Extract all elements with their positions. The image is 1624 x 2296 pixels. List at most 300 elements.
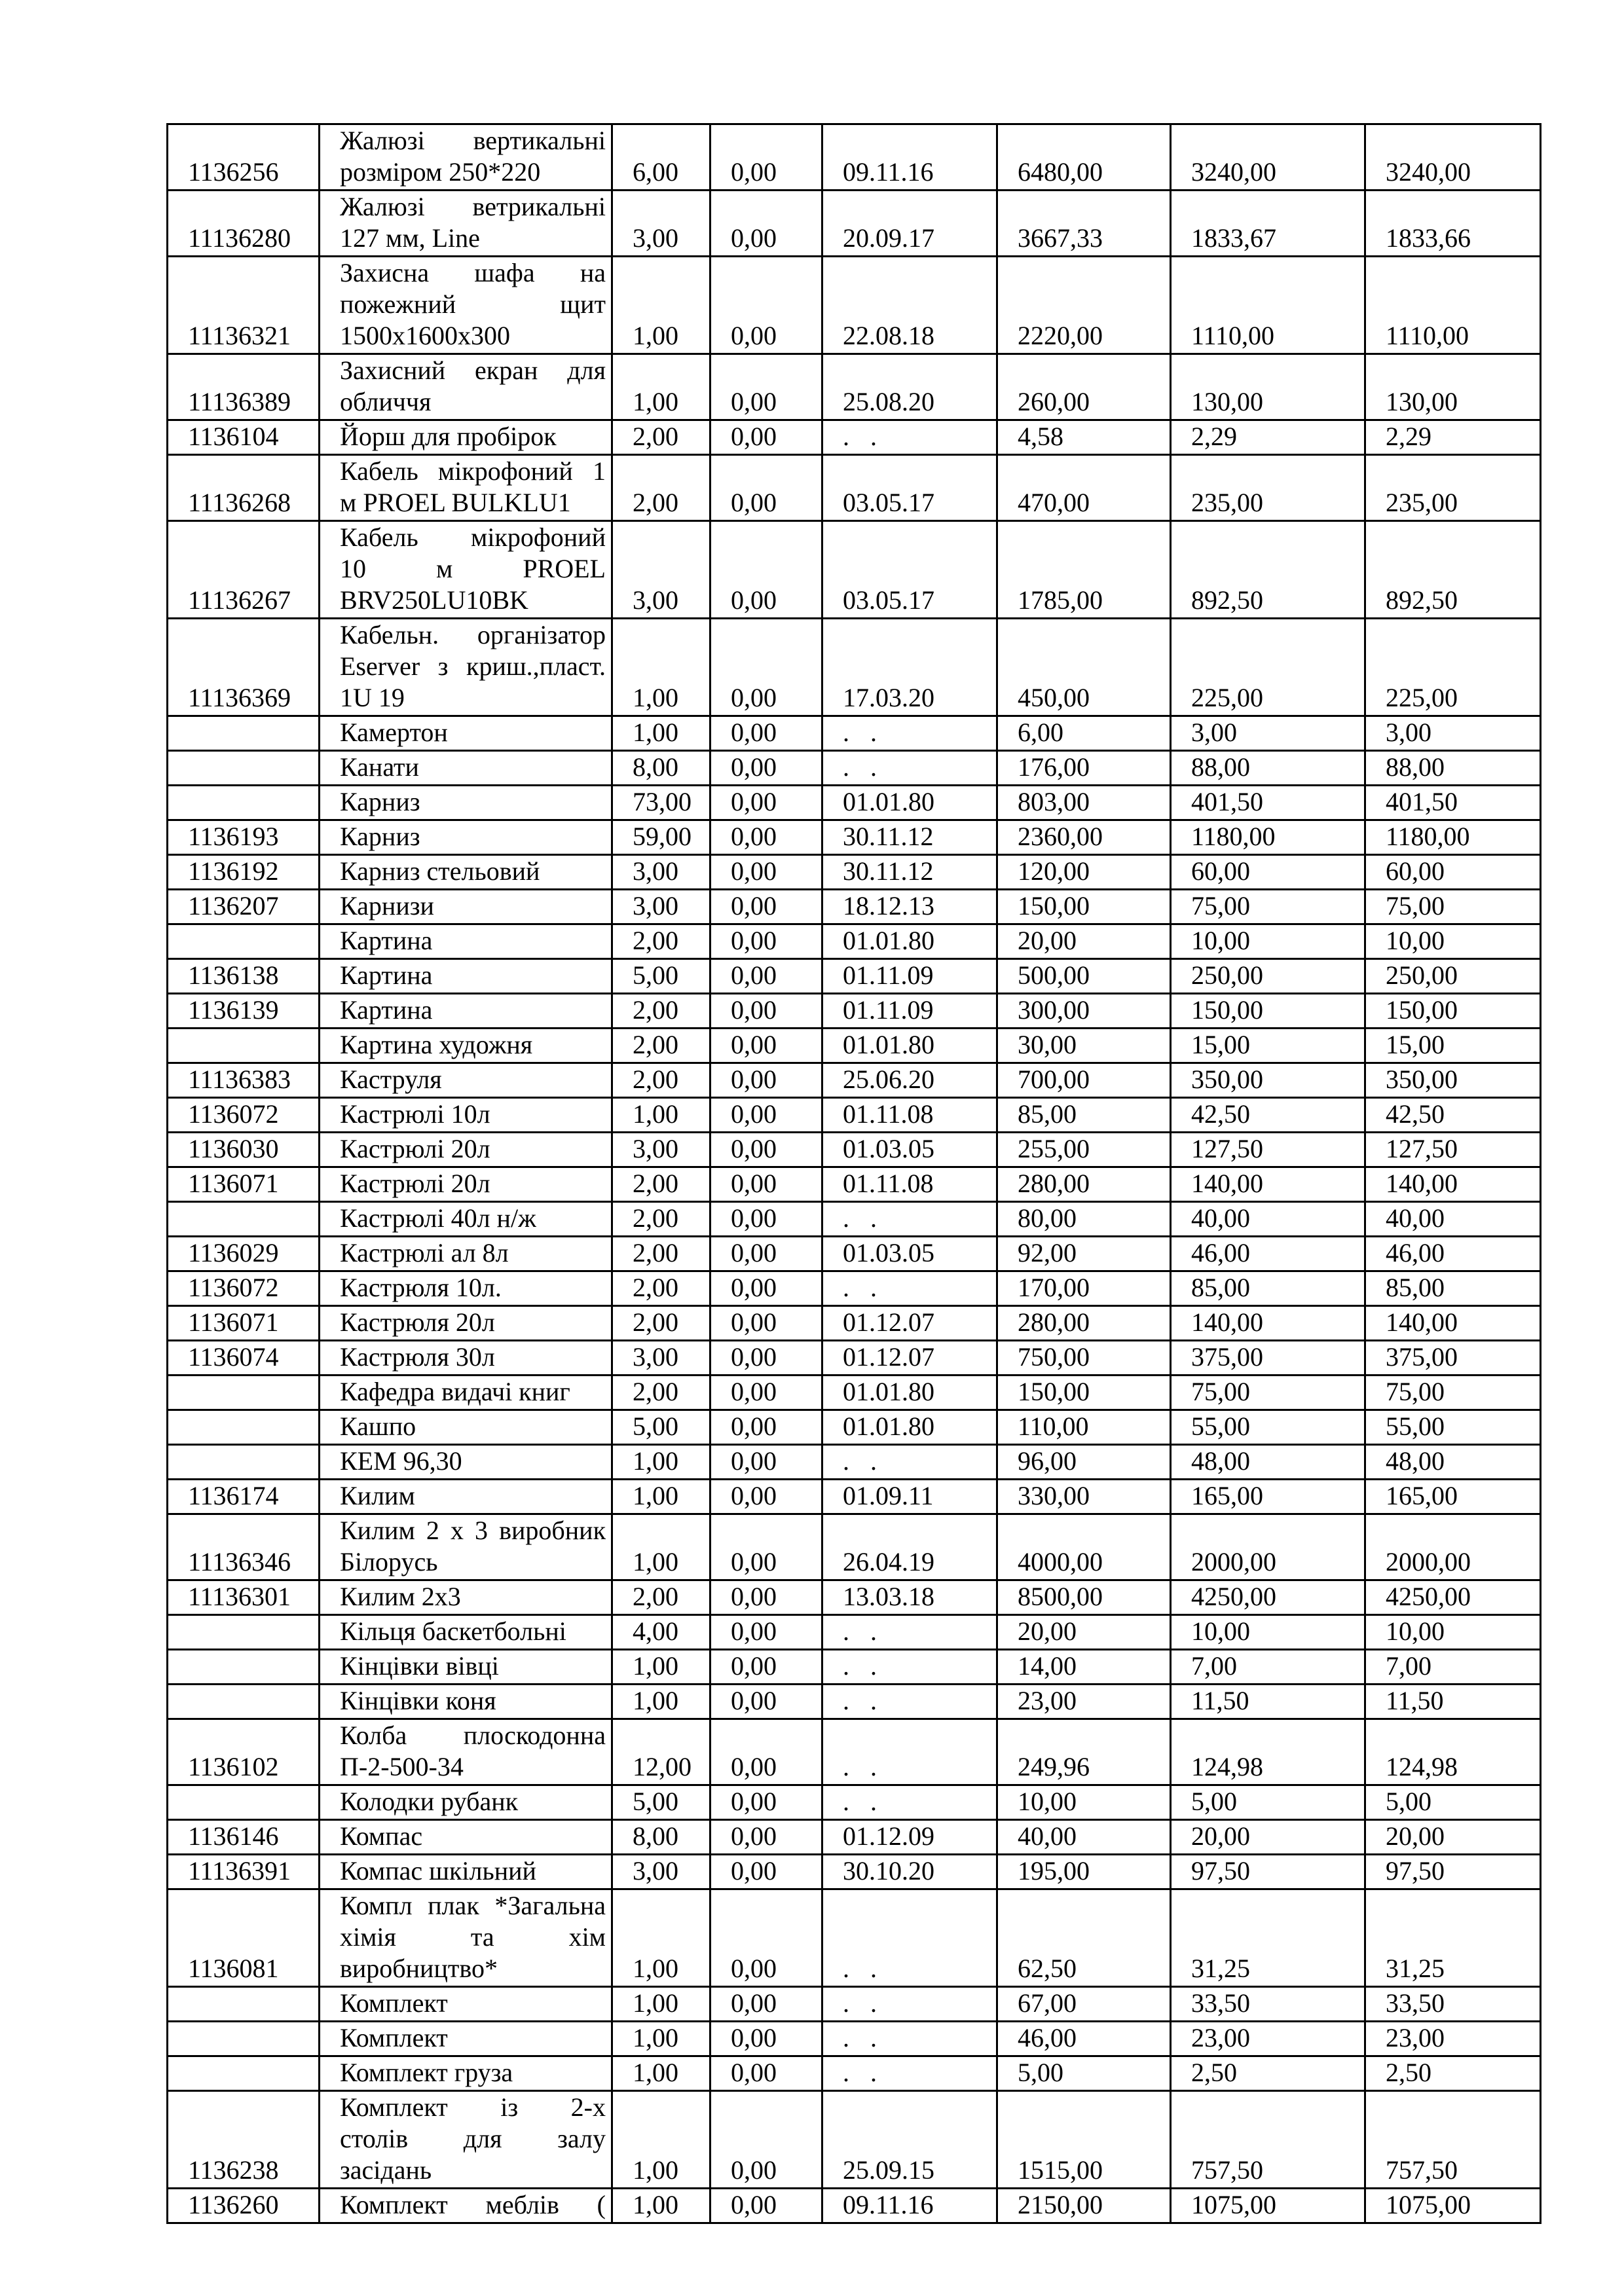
cell-date: . . (822, 1685, 997, 1719)
cell-quantity: 3,00 (612, 1133, 710, 1167)
item-name-line: BRV250LU10BK (340, 585, 528, 615)
cell-zero-value: 0,00 (710, 1098, 822, 1133)
cell-amount-total: 2220,00 (997, 257, 1171, 354)
cell-item-name (320, 1306, 612, 1341)
item-name-line: пожежний щит (340, 289, 606, 319)
cell-quantity: 3,00 (612, 191, 710, 257)
cell-quantity: 1,00 (612, 1445, 710, 1480)
cell-inventory-number (168, 1987, 320, 2022)
cell-zero-value: 0,00 (710, 1202, 822, 1237)
cell-date: . . (822, 751, 997, 786)
cell-amount-residual: 10,00 (1365, 1615, 1541, 1650)
cell-inventory-number: 11136321 (168, 257, 320, 354)
cell-amount-total: 5,00 (997, 2056, 1171, 2091)
cell-amount-total: 195,00 (997, 1855, 1171, 1889)
cell-amount-wear: 3,00 (1171, 716, 1365, 751)
cell-zero-value: 0,00 (710, 1615, 822, 1650)
cell-item-name (320, 521, 612, 619)
cell-quantity: 1,00 (612, 257, 710, 354)
cell-amount-wear: 250,00 (1171, 959, 1365, 994)
cell-zero-value: 0,00 (710, 1445, 822, 1480)
cell-quantity: 3,00 (612, 890, 710, 924)
item-name-line: Кастрюля 30л (340, 1342, 495, 1372)
table-row (168, 455, 1541, 521)
cell-date: 01.09.11 (822, 1480, 997, 1514)
item-name-line: Камертон (340, 718, 448, 747)
cell-inventory-number: 1136104 (168, 420, 320, 455)
cell-amount-wear: 3240,00 (1171, 124, 1365, 191)
cell-amount-residual: 23,00 (1365, 2022, 1541, 2056)
cell-amount-residual: 235,00 (1365, 455, 1541, 521)
cell-zero-value: 0,00 (710, 1306, 822, 1341)
cell-amount-residual: 55,00 (1365, 1410, 1541, 1445)
cell-zero-value: 0,00 (710, 1410, 822, 1445)
cell-zero-value: 0,00 (710, 1987, 822, 2022)
cell-date: . . (822, 2022, 997, 2056)
cell-inventory-number: 1136072 (168, 1271, 320, 1306)
cell-item-name (320, 959, 612, 994)
cell-quantity: 2,00 (612, 455, 710, 521)
table-row (168, 420, 1541, 455)
cell-item-name (320, 619, 612, 716)
item-name-line: Жалюзі ветрикальні (340, 192, 606, 221)
item-name-line: Картина (340, 995, 433, 1025)
cell-amount-wear: 140,00 (1171, 1306, 1365, 1341)
table-row (168, 751, 1541, 786)
cell-quantity: 2,00 (612, 1376, 710, 1410)
cell-amount-total: 120,00 (997, 855, 1171, 890)
cell-item-name (320, 716, 612, 751)
item-name-line: Eserver з криш.,пласт. (340, 651, 606, 681)
cell-amount-total: 8500,00 (997, 1580, 1171, 1615)
cell-amount-total: 2360,00 (997, 820, 1171, 855)
cell-zero-value: 0,00 (710, 2022, 822, 2056)
cell-amount-total: 803,00 (997, 786, 1171, 820)
cell-amount-wear: 5,00 (1171, 1785, 1365, 1820)
cell-amount-residual: 7,00 (1365, 1650, 1541, 1685)
cell-zero-value: 0,00 (710, 1480, 822, 1514)
cell-amount-residual: 2,29 (1365, 420, 1541, 455)
cell-amount-total: 40,00 (997, 1820, 1171, 1855)
cell-quantity: 8,00 (612, 751, 710, 786)
cell-date: 01.03.05 (822, 1133, 997, 1167)
item-name-line: обличчя (340, 387, 432, 416)
table-row (168, 1271, 1541, 1306)
item-name-line: Колодки рубанк (340, 1787, 519, 1816)
cell-date: 30.11.12 (822, 820, 997, 855)
table-row (168, 1785, 1541, 1820)
cell-zero-value: 0,00 (710, 1237, 822, 1271)
cell-amount-wear: 401,50 (1171, 786, 1365, 820)
cell-item-name (320, 924, 612, 959)
item-name-line: Кастрюлі ал 8л (340, 1238, 509, 1267)
cell-date: 18.12.13 (822, 890, 997, 924)
cell-inventory-number (168, 1615, 320, 1650)
cell-zero-value: 0,00 (710, 1580, 822, 1615)
cell-date: 30.11.12 (822, 855, 997, 890)
cell-inventory-number (168, 751, 320, 786)
table-row (168, 1098, 1541, 1133)
cell-amount-total: 96,00 (997, 1445, 1171, 1480)
cell-amount-residual: 1075,00 (1365, 2189, 1541, 2223)
cell-amount-total: 46,00 (997, 2022, 1171, 2056)
cell-date: 03.05.17 (822, 455, 997, 521)
cell-amount-total: 20,00 (997, 1615, 1171, 1650)
cell-date: 09.11.16 (822, 124, 997, 191)
cell-item-name (320, 1271, 612, 1306)
cell-quantity: 73,00 (612, 786, 710, 820)
item-name-line: 1U 19 (340, 683, 405, 712)
cell-amount-wear: 75,00 (1171, 890, 1365, 924)
item-name-line: 10 м PROEL (340, 554, 606, 583)
cell-item-name (320, 2056, 612, 2091)
item-name-line: розміром 250*220 (340, 157, 541, 187)
cell-amount-wear: 33,50 (1171, 1987, 1365, 2022)
table-row (168, 959, 1541, 994)
item-name-line: хімія та хім (340, 1922, 606, 1952)
cell-date: 01.01.80 (822, 1029, 997, 1063)
cell-inventory-number (168, 2056, 320, 2091)
cell-quantity: 1,00 (612, 2056, 710, 2091)
cell-inventory-number: 11136280 (168, 191, 320, 257)
cell-zero-value: 0,00 (710, 257, 822, 354)
item-name-line: Картина (340, 960, 433, 990)
cell-amount-total: 10,00 (997, 1785, 1171, 1820)
cell-date: . . (822, 2056, 997, 2091)
cell-quantity: 2,00 (612, 1167, 710, 1202)
cell-amount-residual: 1833,66 (1365, 191, 1541, 257)
cell-quantity: 2,00 (612, 1306, 710, 1341)
cell-zero-value: 0,00 (710, 786, 822, 820)
cell-quantity: 2,00 (612, 1029, 710, 1063)
table-row (168, 1514, 1541, 1580)
table-row (168, 2189, 1541, 2223)
cell-amount-total: 150,00 (997, 890, 1171, 924)
table-row (168, 1029, 1541, 1063)
table-row (168, 1855, 1541, 1889)
table-row (168, 1889, 1541, 1987)
cell-amount-wear: 124,98 (1171, 1719, 1365, 1785)
cell-amount-residual: 375,00 (1365, 1341, 1541, 1376)
cell-amount-total: 23,00 (997, 1685, 1171, 1719)
item-name-line: П-2-500-34 (340, 1752, 464, 1781)
cell-quantity: 2,00 (612, 1063, 710, 1098)
cell-date: . . (822, 1615, 997, 1650)
cell-inventory-number: 1136207 (168, 890, 320, 924)
cell-inventory-number: 11136383 (168, 1063, 320, 1098)
table-row (168, 257, 1541, 354)
cell-inventory-number (168, 1785, 320, 1820)
cell-amount-wear: 40,00 (1171, 1202, 1365, 1237)
cell-amount-wear: 375,00 (1171, 1341, 1365, 1376)
table-row (168, 1202, 1541, 1237)
item-name-line: Комплект (340, 1988, 448, 2018)
table-row (168, 2091, 1541, 2189)
item-name-line: засідань (340, 2155, 432, 2185)
cell-quantity: 2,00 (612, 924, 710, 959)
cell-amount-residual: 3240,00 (1365, 124, 1541, 191)
cell-amount-residual: 1110,00 (1365, 257, 1541, 354)
item-name-line: Кашпо (340, 1412, 416, 1441)
table-row (168, 354, 1541, 420)
cell-amount-residual: 140,00 (1365, 1306, 1541, 1341)
cell-zero-value: 0,00 (710, 994, 822, 1029)
cell-amount-residual: 31,25 (1365, 1889, 1541, 1987)
cell-item-name (320, 455, 612, 521)
cell-inventory-number (168, 1376, 320, 1410)
cell-amount-wear: 55,00 (1171, 1410, 1365, 1445)
cell-date: 01.11.09 (822, 994, 997, 1029)
cell-inventory-number: 1136192 (168, 855, 320, 890)
cell-amount-wear: 150,00 (1171, 994, 1365, 1029)
cell-amount-residual: 10,00 (1365, 924, 1541, 959)
cell-date: 25.09.15 (822, 2091, 997, 2189)
cell-amount-total: 1785,00 (997, 521, 1171, 619)
item-name-line: Жалюзі вертикальні (340, 126, 606, 155)
cell-inventory-number: 11136268 (168, 455, 320, 521)
cell-item-name (320, 1987, 612, 2022)
cell-date: . . (822, 716, 997, 751)
cell-amount-residual: 33,50 (1365, 1987, 1541, 2022)
cell-inventory-number (168, 2022, 320, 2056)
cell-zero-value: 0,00 (710, 2056, 822, 2091)
cell-amount-residual: 757,50 (1365, 2091, 1541, 2189)
cell-amount-total: 14,00 (997, 1650, 1171, 1685)
cell-quantity: 2,00 (612, 1580, 710, 1615)
cell-date: 13.03.18 (822, 1580, 997, 1615)
cell-amount-residual: 130,00 (1365, 354, 1541, 420)
cell-zero-value: 0,00 (710, 1855, 822, 1889)
cell-amount-total: 176,00 (997, 751, 1171, 786)
cell-amount-residual: 85,00 (1365, 1271, 1541, 1306)
cell-amount-residual: 401,50 (1365, 786, 1541, 820)
cell-amount-total: 750,00 (997, 1341, 1171, 1376)
cell-quantity: 2,00 (612, 1202, 710, 1237)
cell-zero-value: 0,00 (710, 890, 822, 924)
cell-date: . . (822, 420, 997, 455)
table-row (168, 890, 1541, 924)
item-name-line: Килим 2х3 (340, 1582, 461, 1611)
item-name-line: Захисна шафа на (340, 258, 606, 287)
cell-amount-wear: 88,00 (1171, 751, 1365, 786)
cell-item-name (320, 1376, 612, 1410)
cell-inventory-number (168, 1650, 320, 1685)
cell-item-name (320, 2189, 612, 2223)
cell-amount-wear: 350,00 (1171, 1063, 1365, 1098)
cell-inventory-number: 11136389 (168, 354, 320, 420)
cell-inventory-number: 11136391 (168, 1855, 320, 1889)
cell-amount-residual: 20,00 (1365, 1820, 1541, 1855)
cell-quantity: 1,00 (612, 1987, 710, 2022)
table-row (168, 1987, 1541, 2022)
cell-item-name (320, 751, 612, 786)
cell-inventory-number: 1136174 (168, 1480, 320, 1514)
cell-amount-wear: 20,00 (1171, 1820, 1365, 1855)
cell-zero-value: 0,00 (710, 1029, 822, 1063)
item-name-line: Карниз стельовий (340, 856, 540, 886)
cell-date: 17.03.20 (822, 619, 997, 716)
item-name-line: Кабель мікрофоний 1 (340, 456, 606, 486)
cell-amount-wear: 48,00 (1171, 1445, 1365, 1480)
table-row (168, 124, 1541, 191)
cell-amount-total: 280,00 (997, 1306, 1171, 1341)
table-row (168, 521, 1541, 619)
item-name-line: Кінцівки вівці (340, 1651, 499, 1681)
cell-quantity: 1,00 (612, 716, 710, 751)
item-name-line: Кастрюля 20л (340, 1307, 495, 1337)
cell-quantity: 6,00 (612, 124, 710, 191)
cell-item-name (320, 1615, 612, 1650)
cell-item-name (320, 124, 612, 191)
cell-date: . . (822, 1889, 997, 1987)
cell-amount-wear: 60,00 (1171, 855, 1365, 890)
cell-amount-total: 62,50 (997, 1889, 1171, 1987)
cell-quantity: 3,00 (612, 855, 710, 890)
cell-date: 01.11.09 (822, 959, 997, 994)
cell-date: 01.12.07 (822, 1341, 997, 1376)
table-row (168, 716, 1541, 751)
cell-zero-value: 0,00 (710, 716, 822, 751)
cell-amount-residual: 11,50 (1365, 1685, 1541, 1719)
cell-amount-total: 260,00 (997, 354, 1171, 420)
item-name-line: Карнизи (340, 891, 434, 920)
cell-zero-value: 0,00 (710, 1650, 822, 1685)
cell-item-name (320, 1719, 612, 1785)
cell-quantity: 1,00 (612, 2022, 710, 2056)
cell-item-name (320, 257, 612, 354)
table-row (168, 1685, 1541, 1719)
cell-quantity: 8,00 (612, 1820, 710, 1855)
cell-zero-value: 0,00 (710, 820, 822, 855)
cell-amount-total: 92,00 (997, 1237, 1171, 1271)
cell-amount-total: 80,00 (997, 1202, 1171, 1237)
cell-quantity: 59,00 (612, 820, 710, 855)
cell-amount-residual: 225,00 (1365, 619, 1541, 716)
item-name-line: Килим (340, 1481, 415, 1510)
cell-zero-value: 0,00 (710, 1341, 822, 1376)
cell-amount-residual: 42,50 (1365, 1098, 1541, 1133)
cell-date: . . (822, 1650, 997, 1685)
cell-amount-wear: 42,50 (1171, 1098, 1365, 1133)
cell-zero-value: 0,00 (710, 1685, 822, 1719)
item-name-line: Кастрюлі 40л н/ж (340, 1203, 536, 1233)
cell-amount-wear: 2,29 (1171, 420, 1365, 455)
item-name-line: Кастрюля 10л. (340, 1273, 502, 1302)
item-name-line: 127 мм, Line (340, 223, 480, 253)
table-row (168, 1650, 1541, 1685)
cell-inventory-number: 1136029 (168, 1237, 320, 1271)
cell-item-name (320, 1202, 612, 1237)
cell-inventory-number: 11136369 (168, 619, 320, 716)
cell-date: . . (822, 1271, 997, 1306)
table-row (168, 1063, 1541, 1098)
cell-item-name (320, 1445, 612, 1480)
cell-amount-total: 500,00 (997, 959, 1171, 994)
cell-date: 01.01.80 (822, 924, 997, 959)
cell-zero-value: 0,00 (710, 1167, 822, 1202)
cell-item-name (320, 2091, 612, 2189)
cell-item-name (320, 1650, 612, 1685)
cell-amount-residual: 88,00 (1365, 751, 1541, 786)
cell-zero-value: 0,00 (710, 2091, 822, 2189)
item-name-line: Килим 2 х 3 виробник (340, 1516, 606, 1545)
item-name-line: Комплект груза (340, 2058, 513, 2087)
cell-amount-wear: 11,50 (1171, 1685, 1365, 1719)
cell-zero-value: 0,00 (710, 751, 822, 786)
item-name-line: Кабель мікрофоний (340, 522, 606, 552)
cell-amount-total: 20,00 (997, 924, 1171, 959)
item-name-line: Карниз (340, 822, 420, 851)
cell-amount-total: 330,00 (997, 1480, 1171, 1514)
cell-date: 03.05.17 (822, 521, 997, 619)
item-name-line: м PROEL BULKLU1 (340, 488, 571, 517)
cell-item-name (320, 994, 612, 1029)
table-row (168, 855, 1541, 890)
cell-amount-wear: 235,00 (1171, 455, 1365, 521)
cell-date: 01.11.08 (822, 1167, 997, 1202)
cell-amount-total: 85,00 (997, 1098, 1171, 1133)
cell-amount-total: 3667,33 (997, 191, 1171, 257)
cell-date: . . (822, 1987, 997, 2022)
cell-zero-value: 0,00 (710, 455, 822, 521)
cell-amount-residual: 250,00 (1365, 959, 1541, 994)
cell-amount-residual: 40,00 (1365, 1202, 1541, 1237)
cell-amount-total: 6480,00 (997, 124, 1171, 191)
cell-zero-value: 0,00 (710, 619, 822, 716)
cell-date: 22.08.18 (822, 257, 997, 354)
cell-amount-total: 30,00 (997, 1029, 1171, 1063)
cell-quantity: 1,00 (612, 1480, 710, 1514)
cell-inventory-number: 11136267 (168, 521, 320, 619)
cell-item-name (320, 191, 612, 257)
cell-zero-value: 0,00 (710, 1820, 822, 1855)
cell-amount-wear: 15,00 (1171, 1029, 1365, 1063)
cell-item-name (320, 1855, 612, 1889)
item-name-line: Комплект із 2-х (340, 2092, 606, 2122)
cell-amount-residual: 124,98 (1365, 1719, 1541, 1785)
cell-amount-residual: 350,00 (1365, 1063, 1541, 1098)
cell-inventory-number: 1136238 (168, 2091, 320, 2189)
cell-item-name (320, 1410, 612, 1445)
cell-amount-wear: 10,00 (1171, 1615, 1365, 1650)
cell-amount-wear: 130,00 (1171, 354, 1365, 420)
cell-inventory-number (168, 716, 320, 751)
cell-zero-value: 0,00 (710, 1719, 822, 1785)
inventory-table (166, 123, 1541, 2224)
item-name-line: Кастрюлі 10л (340, 1099, 490, 1129)
cell-amount-total: 470,00 (997, 455, 1171, 521)
cell-quantity: 5,00 (612, 1410, 710, 1445)
cell-amount-wear: 2,50 (1171, 2056, 1365, 2091)
item-name-line: Кільця баскетбольні (340, 1616, 566, 1646)
table-row (168, 2056, 1541, 2091)
cell-date: 01.01.80 (822, 1376, 997, 1410)
cell-amount-wear: 757,50 (1171, 2091, 1365, 2189)
cell-amount-wear: 892,50 (1171, 521, 1365, 619)
cell-item-name (320, 1685, 612, 1719)
item-name-line: Кабельн. організатор (340, 620, 606, 649)
item-name-line: Каструля (340, 1065, 442, 1094)
cell-quantity: 1,00 (612, 2189, 710, 2223)
cell-inventory-number: 1136081 (168, 1889, 320, 1987)
cell-amount-residual: 127,50 (1365, 1133, 1541, 1167)
cell-inventory-number (168, 1202, 320, 1237)
cell-quantity: 2,00 (612, 1271, 710, 1306)
cell-amount-residual: 892,50 (1365, 521, 1541, 619)
cell-amount-total: 4000,00 (997, 1514, 1171, 1580)
cell-quantity: 2,00 (612, 420, 710, 455)
cell-zero-value: 0,00 (710, 124, 822, 191)
